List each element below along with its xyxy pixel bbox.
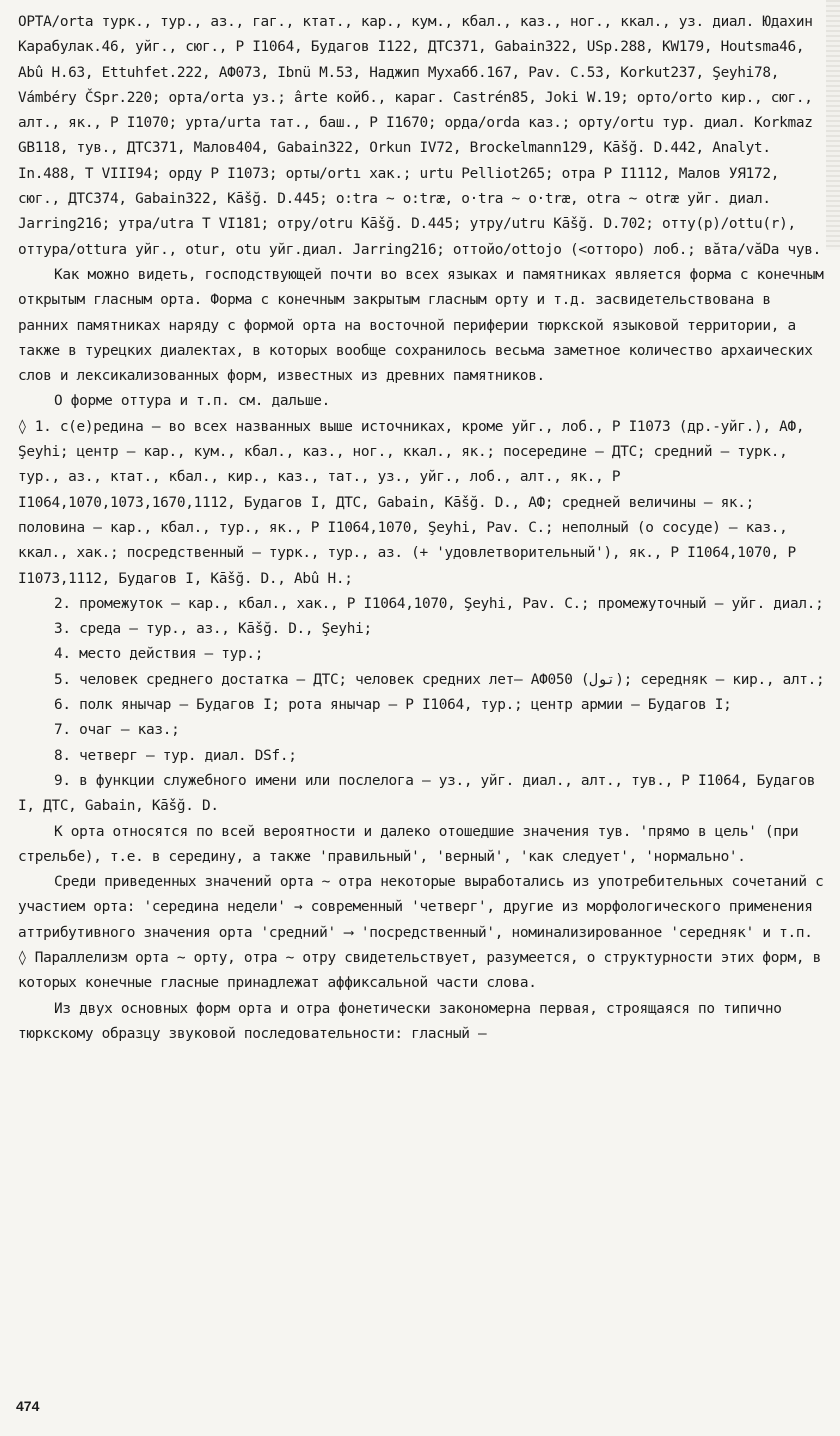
entry-headword-paragraph: ОРТА/оrta турк., тур., аз., гаг., ктат., кар., кум., кбал., каз., ног., ккал., уз. диал. Юдахин Карабулак.46, уйг., сюг., Р I1064, Будагов I122, ДТС371, Gabain322, USp.288, KW179, Houtsma46, Abû H.63, Ettuhfet.222, АФ073, Ibnü M.53, Наджип Мухабб.167, Pav. C.53, Korkut237, Şeyhi78, Vámbéry ČSpr.220; орта/оrta уз.; ârte койб., караг. Castrén85, Joki W.19; орто/orto кир., сюг., алт., як., Р I1070; урта/urta тат., баш., Р I1670; орда/orda каз.; орту/ortu тур. диал. Korkmaz GB118, тув., ДТС371, Малов404, Gabain322, Orkun IV72, Brockelmann129, Kāšğ. D.442, Analyt. In.488, Т VIII94; орду Р I1073; орты/ortı хак.; urtu Pelliot265; отра Р I1112, Малов УЯ172, сюг., ДТС374, Gabain322, Kāšğ. D.445; o:tra ~ o:træ, o·tra ~ o·træ, otra ~ otræ уйг. диал. Jarring216; утра/utra Т VI181; отру/otru Kāšğ. D.445; утру/utru Kāšğ. D.702; отту(р)/ottu(r), оттура/ottura уйг., otur, otu уйг.диал. Jarring216; оттойо/ottojo (<отторо) лоб.; вăта/văDa чув. bbox=[18, 14, 821, 258]
phonetics-note: Из двух основных форм орта и отра фонетически закономерна первая, строящаяся по типично тюркскому образцу звуковой последовательности: гласный – bbox=[18, 1000, 782, 1042]
sense-9: 9. в функции служебного имени или послелога – уз., уйг. диал., алт., тув., Р I1064, Будагов I, ДТС, Gabain, Kāšğ. D. bbox=[18, 772, 816, 815]
scan-edge-shadow bbox=[826, 0, 840, 250]
morphology-note: ◊ Параллелизм орта ~ орту, отра ~ отру свидетельствует, разумеется, о структурности этих форм, в которых конечные гласные принадлежат аффиксальной части слова. bbox=[18, 949, 821, 992]
sense-8: 8. четверг – тур. диал. DSf.; bbox=[54, 747, 297, 764]
page-number: 474 bbox=[16, 1398, 40, 1414]
commentary-paragraph: Как можно видеть, господствующей почти во всех языках и памятниках является форма с конечным открытым гласным орта. Форма с конечным закрытым гласным орту и т.д. засвидетельствована в ранних памятниках наряду с формой орта на восточной периферии тюркской языковой территории, а также в турецких диалектах, в которых вообще сохранилось весьма заметное количество архаических слов и лексикализованных форм, известных из древних памятников. bbox=[18, 266, 824, 385]
semantic-development-note: Среди приведенных значений орта ~ отра некоторые выработались из употребительных сочетаний с участием орта: 'середина недели' → современный 'четверг', другие из морфологического применения аттрибутивного значения орта 'средний' ⟶ 'посредственный', номинализированное 'середняк' и т.п. bbox=[18, 874, 824, 941]
entry-text bbox=[18, 10, 828, 1047]
sense-2: 2. промежуток – кар., кбал., хак., Р I1064,1070, Şeyhi, Pav. C.; промежуточный – уйг. диал.; bbox=[54, 595, 824, 612]
cross-reference: О форме оттура и т.п. см. дальше. bbox=[54, 393, 331, 410]
sense-7: 7. очаг – каз.; bbox=[54, 722, 180, 739]
sense-3: 3. среда – тур., аз., Kāšğ. D., Şeyhi; bbox=[54, 621, 372, 638]
sense-6: 6. полк янычар – Будагов I; рота янычар – Р I1064, тур.; центр армии – Будагов I; bbox=[54, 697, 732, 714]
sense-1: ◊ 1. с(е)редина – во всех названных выше источниках, кроме уйг., лоб., Р I1073 (др.-уйг.), АФ, Şeyhi; центр – кар., кум., кбал., каз., ног., ккал., як.; посередине – ДТС; средний – турк., тур., аз., ктат., кбал., кир., каз., тат., уз., уйг., лоб., алт., як., Р I1064,1070,1073,1670,1112, Будагов I, ДТС, Gabain, Kāšğ. D., АФ; средней величины – як.; половина – кар., кбал., тур., як., Р I1064,1070, Şeyhi, Pav. C.; неполный (о сосуде) – каз., ккал., хак.; посредственный – турк., тур., аз. (+ 'удовлетворительный'), як., Р I1064,1070, Р I1073,1112, Будагов I, Kāšğ. D., Abû H.; bbox=[18, 418, 805, 587]
sense-4: 4. место действия – тур.; bbox=[54, 646, 264, 663]
sense-5: 5. человек среднего достатка – ДТС; человек средних лет— АФ050 (ﺗﻮﻝ); середняк – кир., алт.; bbox=[54, 671, 825, 688]
semantic-note: К орта относятся по всей вероятности и далеко отошедшие значения тув. 'прямо в цель' (при стрельбе), т.е. в середину, а также 'правильный', 'верный', 'как следует', 'нормально'. bbox=[18, 823, 799, 865]
